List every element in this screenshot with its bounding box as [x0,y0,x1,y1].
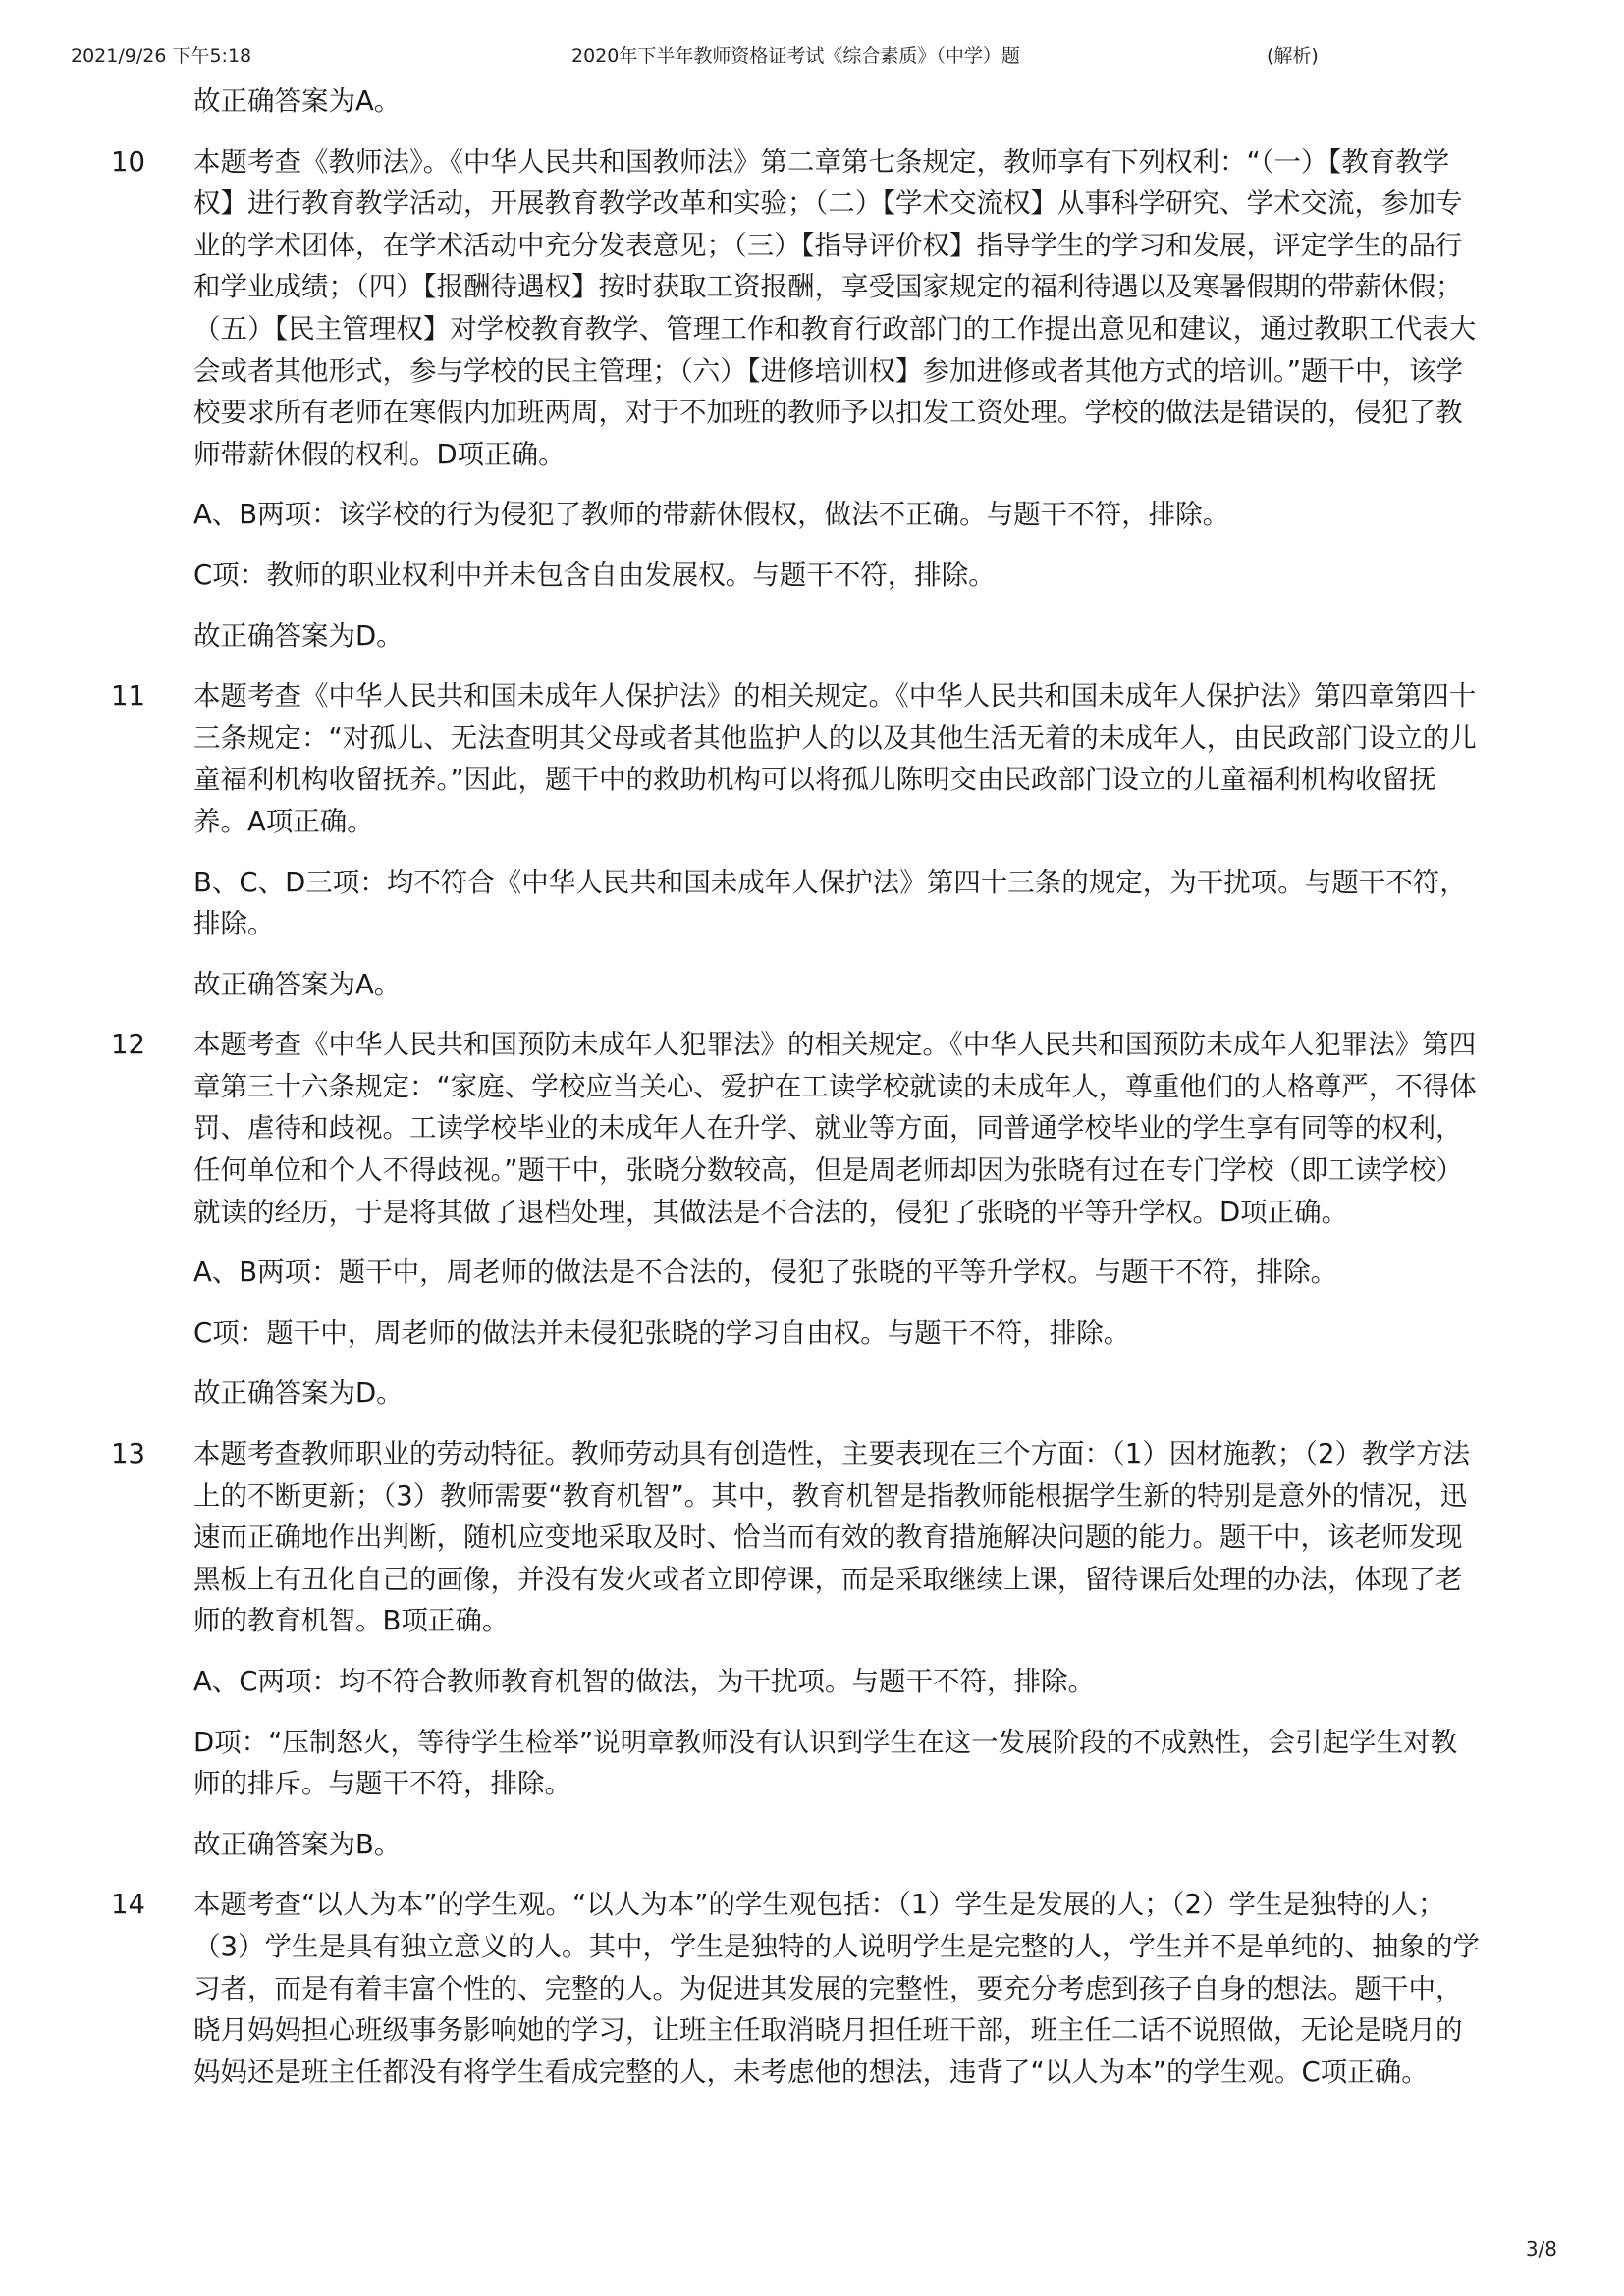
paragraph [193,1252,1482,1294]
paragraph-text: 本题考查《中华人民共和国未成年人保护法》的相关规定。《中华人民共和国未成年人保护法》第四章第四十三条规定：“对孤儿、无法查明其父母或者其他监护人的以及其他生活无着的未成年人，由民政部门设立的儿童福利机构收留抚养。”因此，题干中的救助机构可以将孤儿陈明交由民政部门设立的儿童福利机构收留抚养。A项正确。 [193,680,1477,837]
paragraph-text: A、B两项：该学校的行为侵犯了教师的带薪休假权，做法不正确。与题干不符，排除。 [193,499,1230,531]
question-paragraph-10 [111,141,1482,476]
paragraph-text: C项：题干中，周老师的做法并未侵犯张晓的学习自由权。与题干不符，排除。 [193,1316,1131,1349]
question-paragraph-12 [111,1024,1482,1233]
answer-line [193,615,1482,658]
paragraph-text: 故正确答案为D。 [193,619,404,652]
paragraph [193,1661,1482,1703]
answer-line [193,1824,1482,1866]
paragraph-text: C项：教师的职业权利中并未包含自由发展权。与题干不符，排除。 [193,559,996,591]
paragraph-text: 故正确答案为B。 [193,1828,402,1860]
paragraph-text: D项：“压制怒火，等待学生检举”说明章教师没有认识到学生在这一发展阶段的不成熟性，会引起学生对教师的排斥。与题干不符，排除。 [193,1726,1458,1800]
paragraph [193,862,1482,945]
paragraph [193,1312,1482,1355]
question-number: 11 [111,680,145,713]
paragraph [193,80,1482,123]
paragraph-text: 故正确答案为A。 [193,85,402,117]
paragraph-text: 故正确答案为D。 [193,1377,404,1410]
question-number: 13 [111,1438,145,1470]
document-body [0,80,1624,2111]
paragraph-text: 本题考查教师职业的劳动特征。教师劳动具有创造性，主要表现在三个方面：（1）因材施教；（2）教学方法上的不断更新；（3）教师需要“教育机智”。其中，教育机智是指教师能根据学生新的特别是意外的情况，迅速而正确地作出判断，随机应变地采取及时、恰当而有效的教育措施解决问题的能力。题干中，该老师发现黑板上有丑化自己的画像，并没有发火或者立即停课，而是采取继续上课，留待课后处理的办法，体现了老师的教育机智。B项正确。 [193,1438,1470,1637]
question-number: 12 [111,1029,145,1061]
paragraph [193,555,1482,597]
paragraph-text: 本题考查《教师法》。《中华人民共和国教师法》第二章第七条规定，教师享有下列权利：“（一）【教育教学权】进行教育教学活动，开展教育教学改革和实验；（二）【学术交流权】从事科学研究、学术交流，参加专业的学术团体，在学术活动中充分发表意见；（三）【指导评价权】指导学生的学习和发展，评定学生的品行和学业成绩；（四）【报酬待遇权】按时获取工资报酬，享受国家规定的福利待遇以及寒暑假期的带薪休假；（五）【民主管理权】对学校教育教学、管理工作和教育行政部门的工作提出意见和建议，通过教职工代表大会或者其他形式，参与学校的民主管理；（六）【进修培训权】参加进修或者其他方式的培训。”题干中，该学校要求所有老师在寒假内加班两周，对于不加班的教师予以扣发工资处理。学校的做法是错误的，侵犯了教师带薪休假的权利。D项正确。 [193,145,1477,470]
paragraph-text: B、C、D三项：均不符合《中华人民共和国未成年人保护法》第四十三条的规定，为干扰项。与题干不符，排除。 [193,866,1467,940]
answer-line [193,964,1482,1006]
page-number: 3/8 [1525,2237,1557,2261]
document-title: 2020年下半年教师资格证考试《综合素质》（中学）题 [571,45,1020,67]
question-paragraph-11 [111,675,1482,842]
paragraph-text: 本题考查“以人为本”的学生观。“以人为本”的学生观包括：（1）学生是发展的人；（2）学生是独特的人；（3）学生是具有独立意义的人。其中，学生是独特的人说明学生是完整的人，学生并不是单纯的、抽象的学习者，而是有着丰富个性的、完整的人。为促进其发展的完整性，要充分考虑到孩子自身的想法。题干中，晓月妈妈担心班级事务影响她的学习，让班主任取消晓月担任班干部，班主任二话不说照做，无论是晓月的妈妈还是班主任都没有将学生看成完整的人，未考虑他的想法，违背了“以人为本”的学生观。C项正确。 [193,1889,1480,2088]
question-paragraph-13 [111,1433,1482,1642]
paragraph-text: 本题考查《中华人民共和国预防未成年人犯罪法》的相关规定。《中华人民共和国预防未成年人犯罪法》第四章第三十六条规定：“家庭、学校应当关心、爱护在工读学校就读的未成年人，尊重他们的人格尊严，不得体罚、虐待和歧视。工读学校毕业的未成年人在升学、就业等方面，同普通学校毕业的学生享有同等的权利，任何单位和个人不得歧视。”题干中，张晓分数较高，但是周老师却因为张晓有过在专门学校（即工读学校）就读的经历，于是将其做了退档处理，其做法是不合法的，侵犯了张晓的平等升学权。D项正确。 [193,1029,1477,1228]
question-number: 10 [111,145,145,178]
paragraph [193,494,1482,536]
answer-line [193,1372,1482,1415]
paragraph-text: 故正确答案为A。 [193,968,402,1000]
paragraph [193,1722,1482,1805]
question-paragraph-14 [111,1884,1482,2093]
print-datetime: 2021/9/26 下午5:18 [71,45,252,67]
page-header [0,41,1624,71]
question-number: 14 [111,1889,145,1921]
document-tag: (解析) [1267,45,1319,67]
paragraph-text: A、B两项：题干中，周老师的做法是不合法的，侵犯了张晓的平等升学权。与题干不符，排除。 [193,1256,1338,1289]
paragraph-text: A、C两项：均不符合教师教育机智的做法，为干扰项。与题干不符，排除。 [193,1666,1096,1697]
